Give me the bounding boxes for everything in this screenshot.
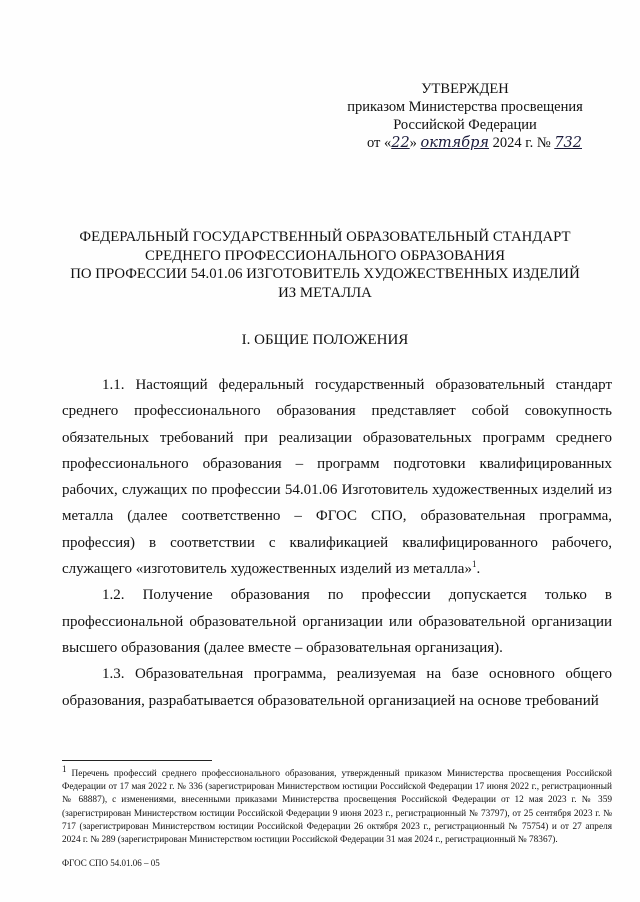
footnote [62, 763, 612, 847]
section-heading: I. ОБЩИЕ ПОЛОЖЕНИЯ [241, 332, 409, 348]
page-footer: ФГОС СПО 54.01.06 – 05 [62, 858, 160, 868]
date-mid: » [409, 135, 417, 151]
paragraph-1-1 [62, 372, 612, 582]
footnote-mark: 1 [62, 763, 67, 774]
date-year: 2024 г. № [492, 135, 551, 151]
handwritten-day: 22 [391, 135, 410, 151]
paragraph-1-1-text: 1.1. Настоящий федеральный государственный образовательный стандарт среднего профессионального образования представляет собой совокупность обязательных требований при реализации образовательных программ среднего профессионального образования – программ подготовки квалифицированных рабочих, служащих по профессии 54.01.06 Изготовитель художественных изделий из металла (далее соответственно – ФГОС СПО, образовательная программа, профессия) в соответствии с квалификацией квалифицированного рабочего, служащего «изготовитель художественных изделий из металла» [62, 377, 612, 578]
approval-order-line: приказом Министерства просвещения [347, 99, 583, 115]
date-prefix: от « [366, 135, 392, 151]
footnote-text: Перечень профессий среднего профессионального образования, утвержденный приказом Министерства просвещения Российской Федерации от 17 мая 2022 г. № 336 (зарегистрирован Министерством юстиции Российской Федерации 17 июня 2022 г., регистрационный № 68887), с изменениями, внесенными приказами Министерства просвещения Российской Федерации от 12 мая 2023 г. № 359 (зарегистрирован Министерством юстиции Российской Федерации 9 июня 2023 г., регистрационный № 73797), от 25 сентября 2023 г. № 717 (зарегистрирован Министерством юстиции Российской Федерации 26 октября 2023 г., регистрационный № 75754) и от 27 апреля 2024 г. № 289 (зарегистрирован Министерством юстиции Российской Федерации 31 мая 2024 г., регистрационный № 78367). [62, 769, 612, 846]
footnote-divider [62, 760, 212, 761]
approval-block [330, 80, 600, 152]
approval-ministry-line: Российской Федерации [393, 117, 537, 133]
title-line-1: ФЕДЕРАЛЬНЫЙ ГОСУДАРСТВЕННЫЙ ОБРАЗОВАТЕЛЬНЫЙ СТАНДАРТ [79, 229, 571, 245]
paragraph-1-2: 1.2. Получение образования по профессии допускается только в профессиональной образовательной организации или образовательной организации высшего образования (далее вместе – образовательная организация). [62, 587, 612, 656]
title-line-4: ИЗ МЕТАЛЛА [278, 284, 372, 301]
title-line-3: ПО ПРОФЕССИИ 54.01.06 ИЗГОТОВИТЕЛЬ ХУДОЖЕСТВЕННЫХ ИЗДЕЛИЙ [70, 266, 580, 282]
approval-heading: УТВЕРЖДЕН [421, 81, 509, 97]
footnote-reference: 1 [471, 559, 477, 570]
handwritten-month: октября [420, 135, 490, 151]
body-text [62, 372, 612, 714]
paragraph-1-1-end: . [476, 561, 481, 578]
document-title [60, 228, 590, 302]
title-line-2: СРЕДНЕГО ПРОФЕССИОНАЛЬНОГО ОБРАЗОВАНИЯ [145, 247, 505, 264]
handwritten-number: 732 [554, 135, 582, 151]
approval-date-line [330, 134, 600, 152]
paragraph-1-3: 1.3. Образовательная программа, реализуемая на базе основного общего образования, разрабатывается образовательной организацией на основе требований [62, 666, 612, 709]
